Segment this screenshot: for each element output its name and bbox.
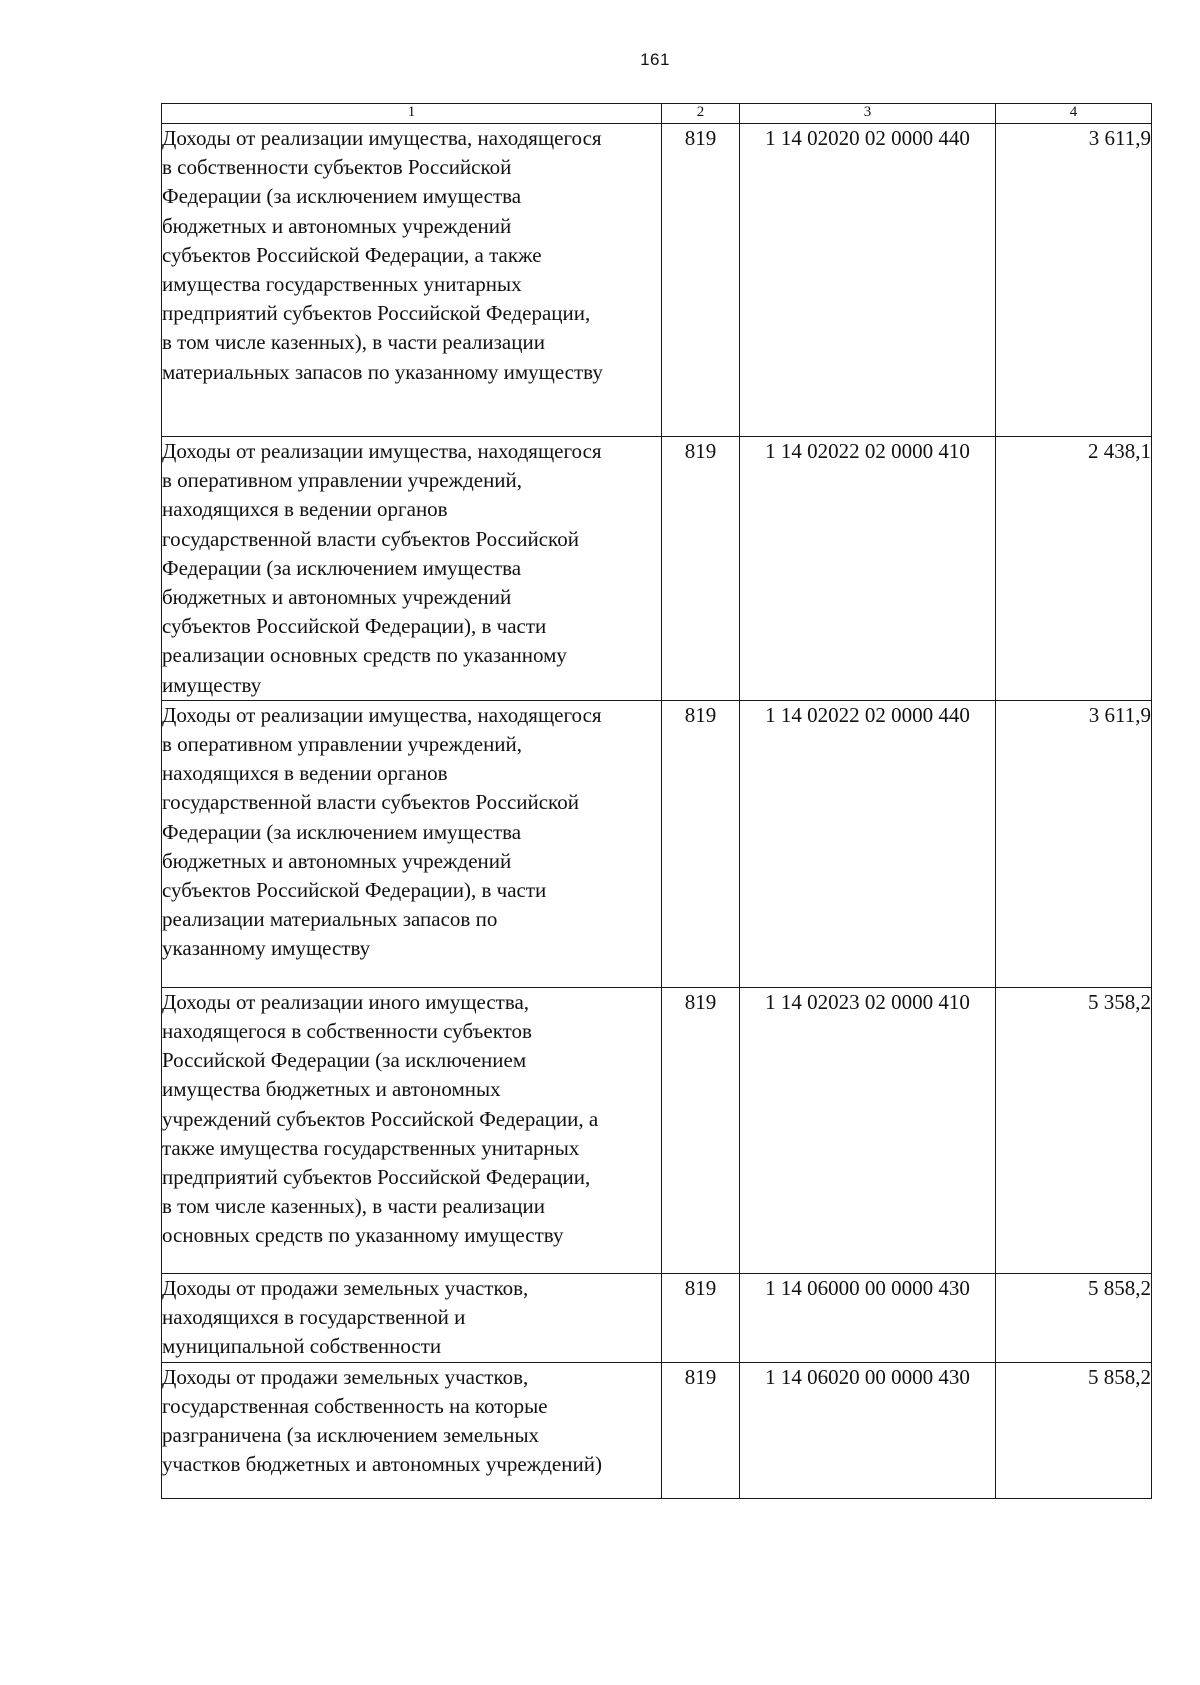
description-line: в том числе казенных), в части реализации [162,330,545,355]
column-header: 3 [740,104,996,124]
amount: 2 438,1 [996,437,1152,701]
revenue-description [162,1273,662,1362]
description-line: субъектов Российской Федерации, а также [162,242,542,267]
admin-code: 819 [662,124,740,437]
description-line: в оперативном управлении учреждений, [162,468,523,493]
description-line: находящегося в собственности субъектов [162,1019,532,1044]
revenue-table [161,103,1152,1499]
description-line: находящихся в ведении органов [162,497,448,522]
description-line: находящихся в ведении органов [162,761,448,786]
revenue-description [162,987,662,1273]
description-line: предприятий субъектов Российской Федерации, [162,1165,591,1190]
admin-code: 819 [662,987,740,1273]
description-line: муниципальной собственности [162,1334,442,1359]
description-line: Федерации (за исключением имущества [162,555,522,580]
column-header: 1 [162,104,662,124]
revenue-description [162,124,662,437]
description-line: разграничена (за исключением земельных [162,1423,540,1448]
description-line: государственной власти субъектов Российской [162,526,579,551]
budget-classification-code: 1 14 02020 02 0000 440 [740,124,996,437]
amount: 5 358,2 [996,987,1152,1273]
description-line: Доходы от реализации имущества, находящегося [162,126,602,150]
budget-classification-code: 1 14 06020 00 0000 430 [740,1362,996,1498]
description-line: Доходы от продажи земельных участков, [162,1275,529,1300]
description-line: Доходы от реализации имущества, находящегося [162,439,602,463]
description-line: учреждений субъектов Российской Федерации, а [162,1106,599,1131]
description-line: Доходы от продажи земельных участков, [162,1364,529,1389]
budget-classification-code: 1 14 02022 02 0000 410 [740,437,996,701]
table-header-row [162,104,1152,124]
description-line: государственной власти субъектов Российской [162,790,579,815]
table-row [162,1362,1152,1498]
table-row [162,124,1152,437]
admin-code: 819 [662,437,740,701]
revenue-description [162,437,662,701]
revenue-description [162,700,662,987]
table-row [162,700,1152,987]
description-line: также имущества государственных унитарных [162,1135,580,1160]
description-line: находящихся в государственной и [162,1305,466,1330]
admin-code: 819 [662,700,740,987]
column-header: 2 [662,104,740,124]
table-row [162,437,1152,701]
column-header: 4 [996,104,1152,124]
description-line: реализации основных средств по указанному [162,643,567,668]
description-line: материальных запасов по указанному имуществу [162,359,603,384]
description-line: в собственности субъектов Российской [162,155,512,180]
description-line: бюджетных и автономных учреждений [162,848,512,873]
description-line: Доходы от реализации имущества, находящегося [162,702,602,727]
table-row [162,987,1152,1273]
description-line: в том числе казенных), в части реализации [162,1194,545,1219]
description-line: основных средств по указанному имуществу [162,1223,564,1248]
description-line: Федерации (за исключением имущества [162,184,522,209]
amount: 5 858,2 [996,1362,1152,1498]
description-line: бюджетных и автономных учреждений [162,585,512,610]
description-line: Федерации (за исключением имущества [162,819,522,844]
amount: 5 858,2 [996,1273,1152,1362]
budget-classification-code: 1 14 02022 02 0000 440 [740,700,996,987]
table-row [162,1273,1152,1362]
description-line: участков бюджетных и автономных учреждений) [162,1452,602,1477]
description-line: Доходы от реализации иного имущества, [162,989,530,1014]
admin-code: 819 [662,1273,740,1362]
description-line: субъектов Российской Федерации), в части [162,878,547,903]
description-line: бюджетных и автономных учреждений [162,213,512,238]
description-line: имущества государственных унитарных [162,272,522,297]
amount: 3 611,9 [996,124,1152,437]
amount: 3 611,9 [996,700,1152,987]
description-line: субъектов Российской Федерации), в части [162,614,547,639]
description-line: имуществу [162,672,262,697]
description-line: имущества бюджетных и автономных [162,1077,501,1102]
page-number: 161 [640,50,670,69]
description-line: реализации материальных запасов по [162,907,498,932]
revenue-description [162,1362,662,1498]
budget-classification-code: 1 14 02023 02 0000 410 [740,987,996,1273]
description-line: предприятий субъектов Российской Федерации, [162,301,591,326]
description-line: Российской Федерации (за исключением [162,1048,527,1073]
admin-code: 819 [662,1362,740,1498]
description-line: указанному имуществу [162,936,371,961]
description-line: в оперативном управлении учреждений, [162,732,523,757]
description-line: государственная собственность на которые [162,1394,548,1419]
budget-classification-code: 1 14 06000 00 0000 430 [740,1273,996,1362]
